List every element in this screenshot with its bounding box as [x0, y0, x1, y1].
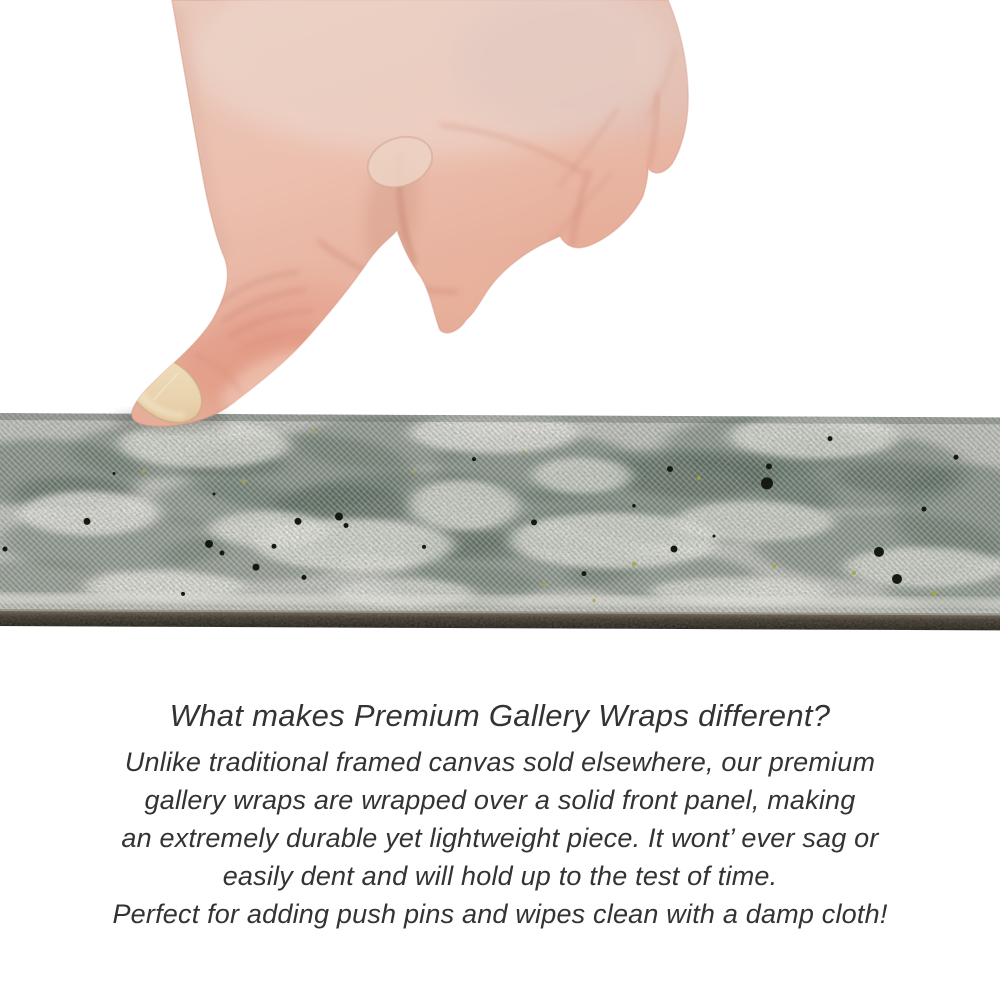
- caption-line: Unlike traditional framed canvas sold elsewhere, our premium: [124, 747, 876, 777]
- hand-illustration: [0, 0, 1000, 470]
- caption-line: easily dent and will hold up to the test of time.: [222, 861, 778, 891]
- caption: [0, 698, 1000, 933]
- caption-line: Perfect for adding push pins and wipes clean with a damp cloth!: [112, 899, 888, 929]
- caption-line: gallery wraps are wrapped over a solid front panel, making: [144, 785, 856, 815]
- caption-line: an extremely durable yet lightweight piece. It wont’ ever sag or: [121, 823, 879, 853]
- hand-photo: [0, 0, 1000, 470]
- caption-title: What makes Premium Gallery Wraps different?: [169, 698, 831, 733]
